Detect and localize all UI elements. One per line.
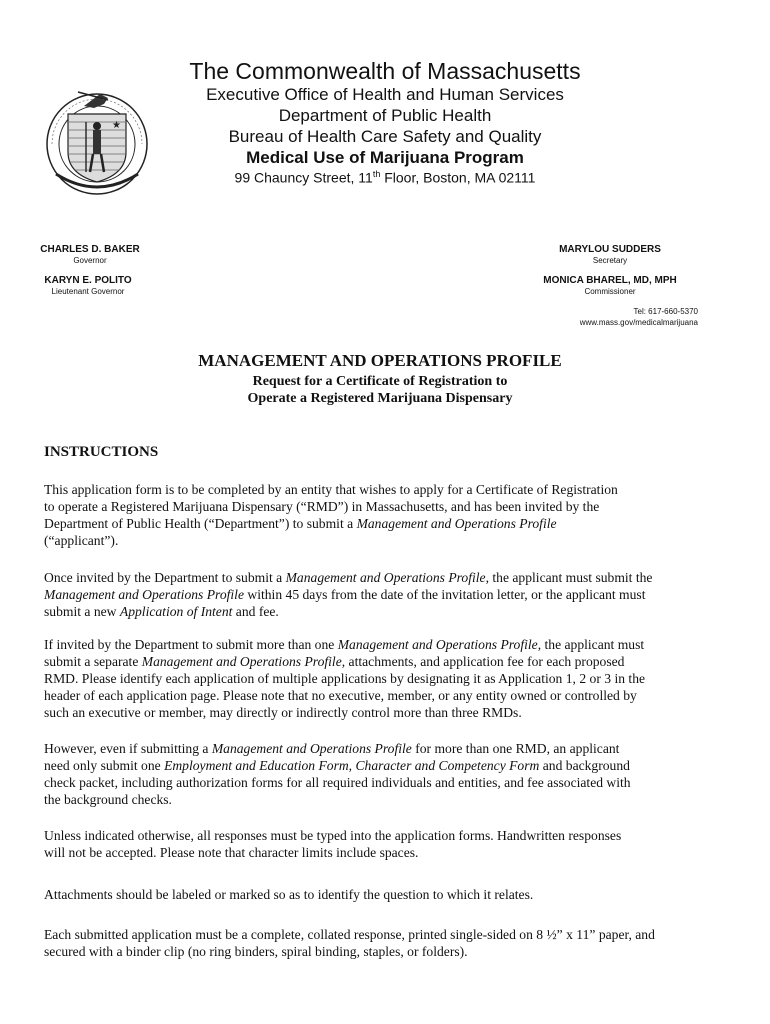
governor-title: Governor	[73, 256, 107, 265]
text-line: This application form is to be completed by an entity that wishes to apply for a Certificate of Registration	[44, 482, 618, 497]
commissioner-name: MONICA BHAREL, MD, MPH	[543, 275, 677, 286]
text-line: Department of Public Health (“Department”) to submit a Management and Operations Profile	[44, 516, 557, 531]
text-line: the background checks.	[44, 792, 172, 807]
svg-text:★: ★	[112, 120, 121, 131]
instructions-paragraph-6	[44, 886, 720, 903]
form-subtitle-1: Request for a Certificate of Registration to	[252, 374, 508, 389]
instructions-heading: INSTRUCTIONS	[44, 444, 159, 460]
instructions-paragraph-1	[44, 481, 720, 549]
text-line: secured with a binder clip (no ring binders, spiral binding, staples, or folders).	[44, 944, 468, 959]
text-line: Unless indicated otherwise, all responses must be typed into the application forms. Handwritten responses	[44, 828, 622, 843]
text-line: Each submitted application must be a complete, collated response, printed single-sided on 8 ½” x 11” paper, and	[44, 927, 655, 942]
text-line: Once invited by the Department to submit a Management and Operations Profile, the applicant must submit the	[44, 570, 653, 585]
bureau-name: Bureau of Health Care Safety and Quality	[228, 127, 542, 146]
lieutenant-governor-title: Lieutenant Governor	[51, 287, 125, 296]
website-link[interactable]: www.mass.gov/medicalmarijuana	[579, 318, 698, 327]
instructions-paragraph-7	[44, 926, 720, 960]
instructions-paragraph-4	[44, 740, 720, 808]
text-line: submit a separate Management and Operations Profile, attachments, and application fee for each proposed	[44, 654, 625, 669]
commissioner-block	[520, 275, 700, 297]
text-line: RMD. Please identify each application of multiple applications by designating it as Application 1, 2 or 3 in the	[44, 671, 646, 686]
instructions-paragraph-2	[44, 569, 720, 620]
program-name: Medical Use of Marijuana Program	[246, 148, 524, 167]
text-line: header of each application page. Please note that no executive, member, or any entity owned or controlled by	[44, 688, 637, 703]
text-line: check packet, including authorization forms for all required individuals and entities, and fee associated with	[44, 775, 631, 790]
form-subtitle-2: Operate a Registered Marijuana Dispensary	[247, 391, 513, 406]
instructions-paragraph-3	[44, 636, 720, 721]
contact-info	[508, 306, 698, 328]
agency-address: 99 Chauncy Street, 11th Floor, Boston, MA 02111	[234, 169, 536, 186]
text-line: Management and Operations Profile within 45 days from the date of the invitation letter, or the applicant must	[44, 587, 646, 602]
lieutenant-governor-block	[40, 275, 136, 297]
text-line: If invited by the Department to submit more than one Management and Operations Profile, the applicant must	[44, 637, 645, 652]
text-line: such an executive or member, may directly or indirectly control more than three RMDs.	[44, 705, 522, 720]
text-line: will not be accepted. Please note that character limits include spaces.	[44, 845, 419, 860]
department-name: Department of Public Health	[278, 106, 492, 125]
commissioner-title: Commissioner	[584, 287, 636, 296]
secretary-title: Secretary	[592, 256, 628, 265]
text-line: to operate a Registered Marijuana Dispensary (“RMD”) in Massachusetts, and has been invited by the	[44, 499, 600, 514]
lieutenant-governor-name: KARYN E. POLITO	[44, 275, 132, 286]
massachusetts-seal-icon	[38, 82, 156, 200]
instructions-paragraph-5	[44, 827, 720, 861]
text-line: However, even if submitting a Management and Operations Profile for more than one RMD, an applicant	[44, 741, 620, 756]
text-line: Attachments should be labeled or marked so as to identify the question to which it relates.	[44, 887, 534, 902]
officials-left	[40, 244, 180, 297]
executive-office: Executive Office of Health and Human Services	[206, 85, 564, 104]
telephone-number: Tel: 617-660-5370	[633, 307, 698, 316]
secretary-name: MARYLOU SUDDERS	[559, 244, 661, 255]
secretary-block	[520, 244, 700, 266]
text-line: need only submit one Employment and Education Form, Character and Competency Form and background	[44, 758, 630, 773]
officials-right	[520, 244, 700, 297]
governor-block	[40, 244, 140, 266]
governor-name: CHARLES D. BAKER	[40, 244, 140, 255]
agency-title: The Commonwealth of Massachusetts	[189, 58, 581, 84]
form-title: MANAGEMENT AND OPERATIONS PROFILE	[198, 351, 562, 370]
text-line: submit a new Application of Intent and fee.	[44, 604, 279, 619]
text-line: (“applicant”).	[44, 533, 119, 548]
